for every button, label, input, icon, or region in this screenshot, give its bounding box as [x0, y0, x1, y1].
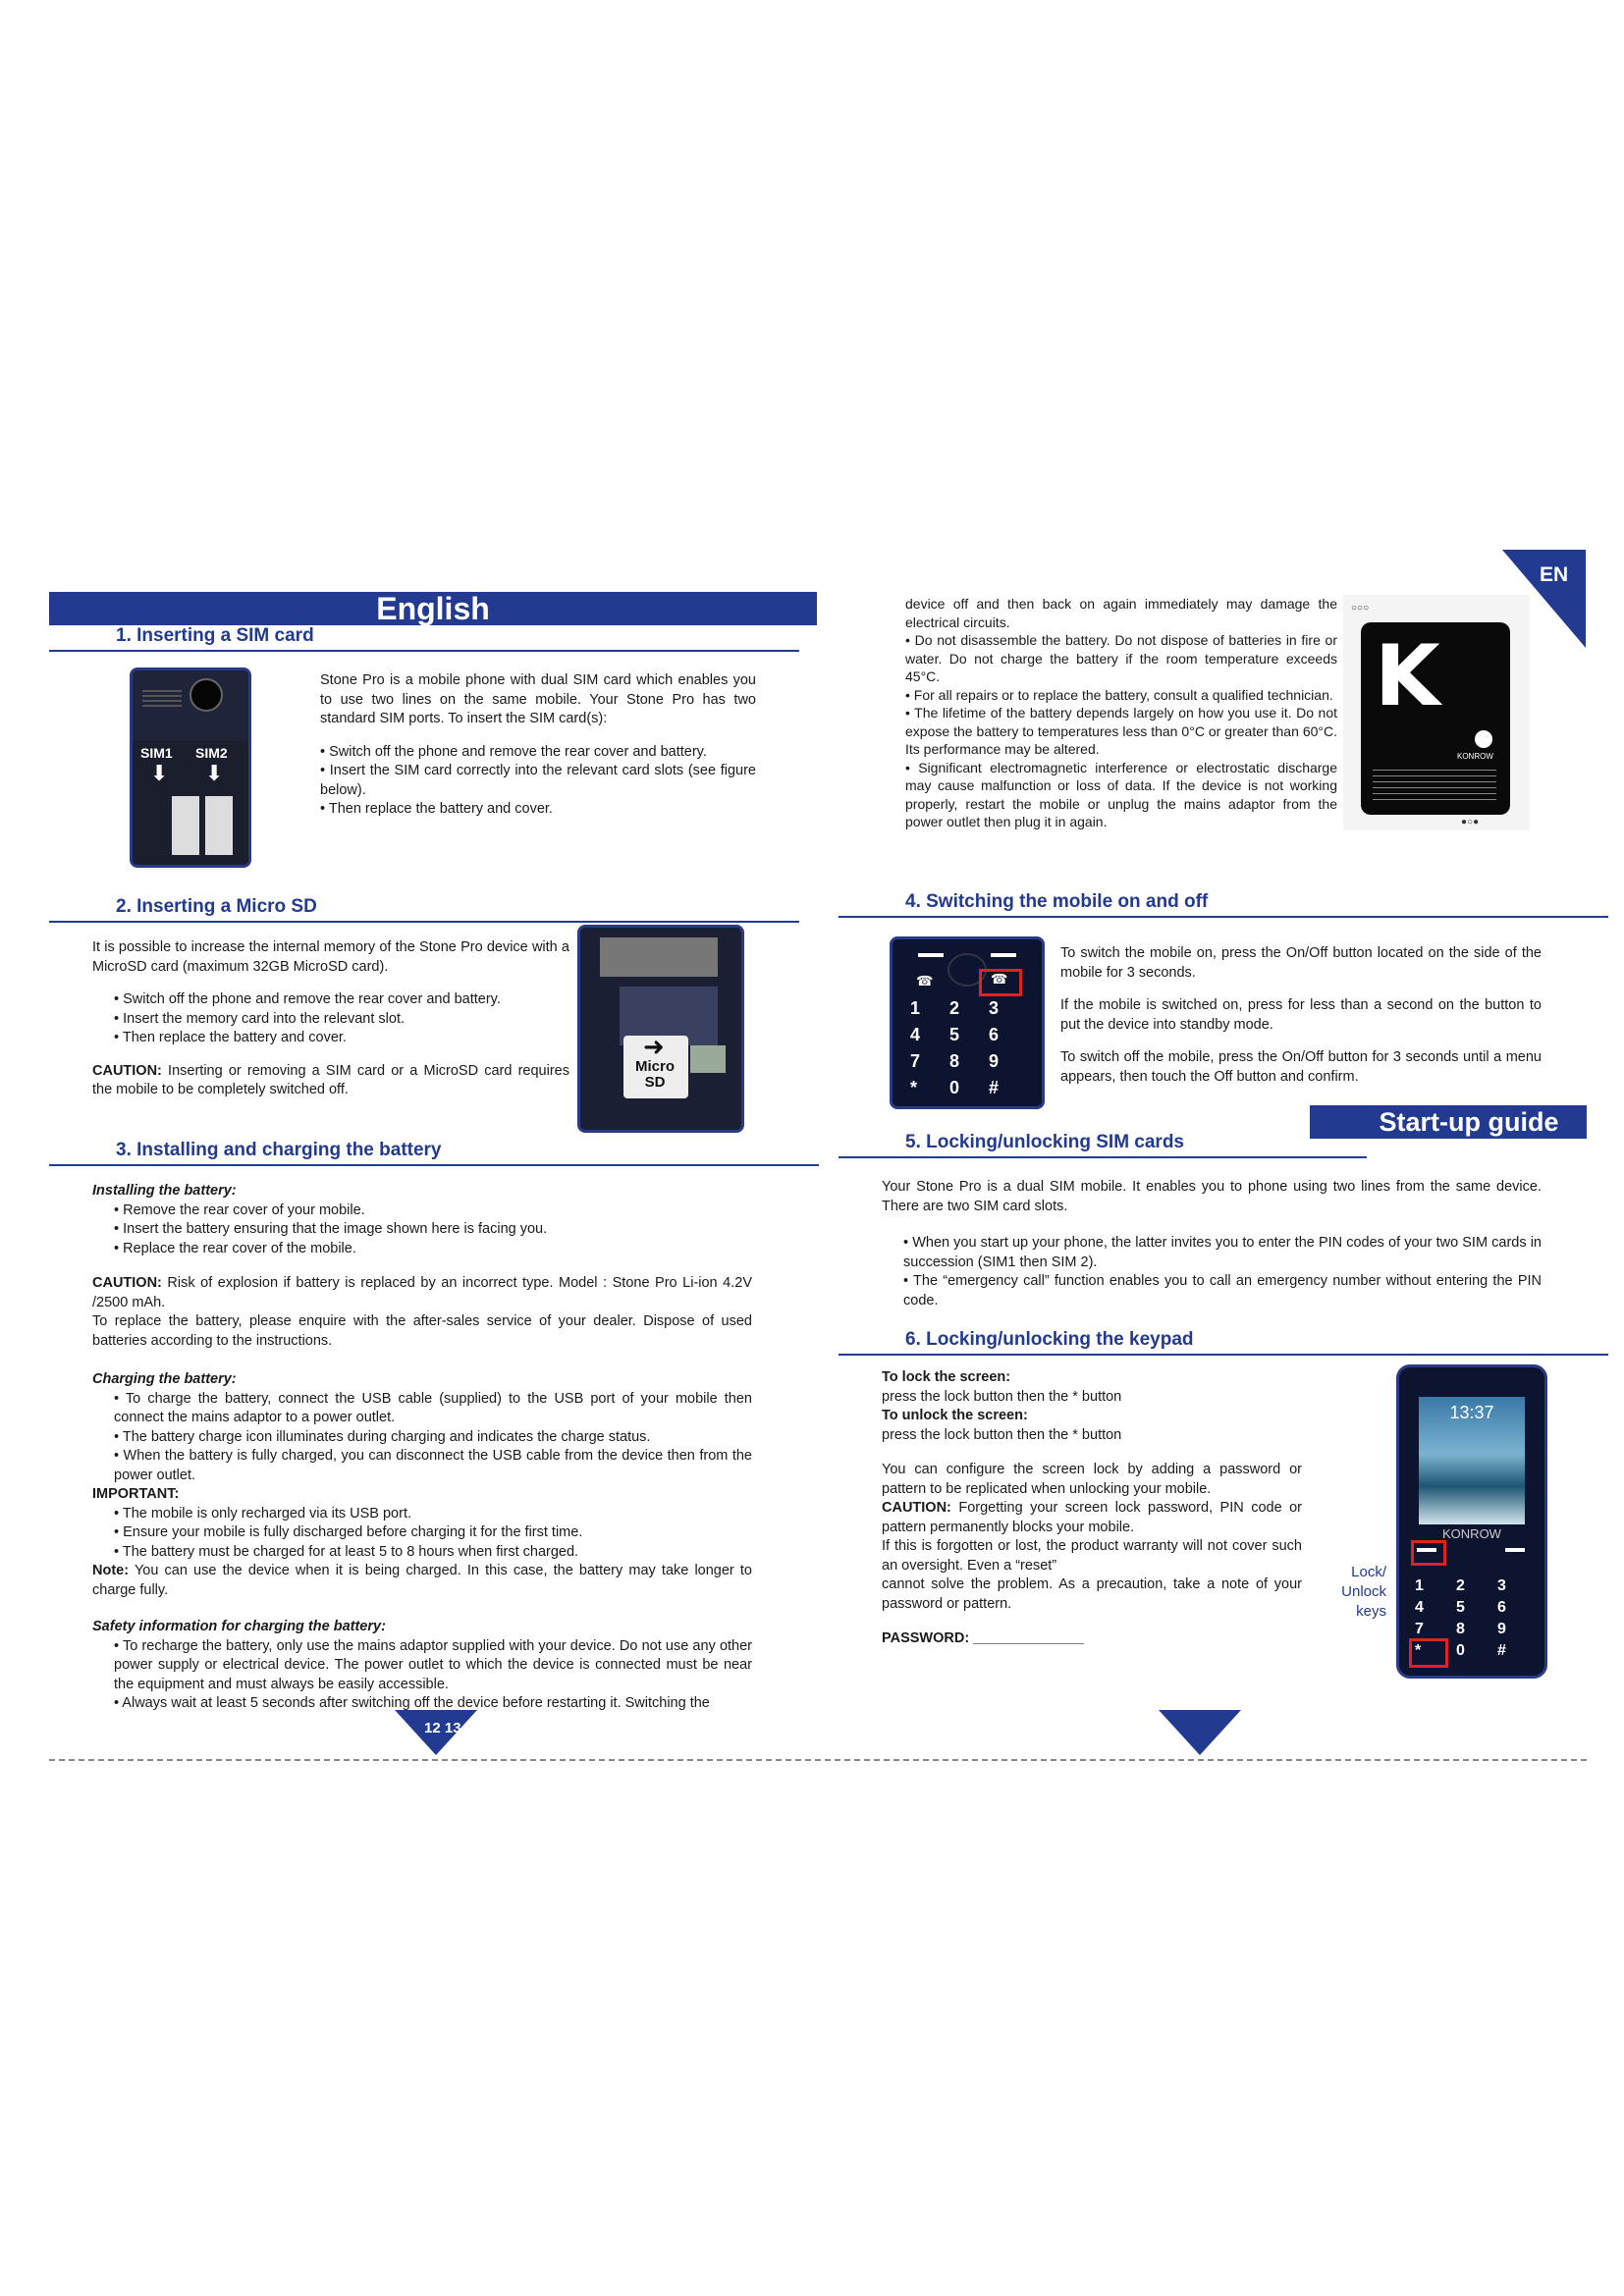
arrow-down-icon: ⬇ [205, 761, 224, 785]
section-1-text [320, 671, 756, 820]
s1-bullet: • Then replace the battery and cover. [320, 801, 553, 817]
clock-text: 13:37 [1449, 1403, 1494, 1422]
section-4-text [1060, 944, 1542, 1087]
s2-bullet: • Then replace the battery and cover. [114, 1030, 347, 1045]
rt-p: • Significant electromagnetic interference or electrostatic discharge may cause malfunction or loss of data. If the device is not working properly, restart the mobile or unplug the mains adaptor from the power outlet then plug it in again. [905, 759, 1337, 829]
sim2-label: SIM2 [195, 745, 228, 761]
s1-intro: Stone Pro is a mobile phone with dual SIM card which enables you to use two lines on the same mobile. Your Stone Pro has two standard SIM ports. To insert the SIM card(s): [320, 672, 756, 726]
rt-p: • The lifetime of the battery depends largely on how you use it. Do not expose the battery to temperatures less than 0°C or greater than 60°C. Its performance may be altered. [905, 705, 1337, 757]
s5-intro: Your Stone Pro is a dual SIM mobile. It enables you to phone using two lines from the same device. There are two SIM card slots. [882, 1179, 1542, 1214]
indicator-dots-icon: ●○● [1461, 817, 1480, 828]
arrow-down-icon: ⬇ [150, 761, 169, 785]
indicator-dots-icon: ○○○ [1351, 603, 1370, 614]
section-6-text [882, 1368, 1302, 1649]
konrow-logo-icon: K [1375, 627, 1440, 725]
phone-brand: KONROW [1442, 1526, 1501, 1541]
corner-badge-text: EN [1540, 563, 1569, 586]
s6-caution: CAUTION: Forgetting your screen lock password, PIN code or pattern permanently blocks your mobile. [882, 1500, 1302, 1535]
unlock-instr: press the lock button then the * button [882, 1426, 1122, 1443]
rt-p: device off and then back on again immediately may damage the electrical circuits. [905, 596, 1337, 630]
caution-label: CAUTION: [92, 1062, 162, 1079]
s3-bullet: • Always wait at least 5 seconds after switching off the device before restarting it. Switching the [114, 1695, 710, 1711]
s3-replace: To replace the battery, please enquire with the after-sales service of your dealer. Dispose of used batteries according to the instructions. [92, 1313, 752, 1349]
section-3-text [92, 1182, 752, 1714]
bottom-rule [49, 1759, 1587, 1762]
battery-brand: KONROW [1457, 752, 1493, 761]
note-label: Note: [92, 1563, 130, 1578]
section-2-text [92, 938, 569, 1100]
s3-bullet: • The mobile is only recharged via its USB port. [114, 1505, 411, 1522]
section-1-heading: 1. Inserting a SIM card [49, 624, 799, 652]
s1-bullet: • Insert the SIM card correctly into the relevant card slots (see figure below). [320, 763, 756, 798]
section-6-heading: 6. Locking/unlocking the keypad [839, 1328, 1608, 1356]
s1-bullet: • Switch off the phone and remove the rear cover and battery. [320, 743, 707, 760]
s5-bullet: • The “emergency call” function enables you to call an emergency number without entering the PIN code. [903, 1273, 1542, 1308]
rt-p: • For all repairs or to replace the battery, consult a qualified technician. [905, 686, 1333, 703]
s6-p: cannot solve the problem. As a precaution, take a note of your password or pattern. [882, 1576, 1302, 1612]
section-2-heading: 2. Inserting a Micro SD [49, 895, 799, 923]
s3-bullet: • To recharge the battery, only use the mains adaptor supplied with your device. Do not use any other power supply or electrical device. The power outlet to which the device is connected must be near the equipment and must always be easily accessible. [114, 1637, 752, 1692]
s3-bullet: • To charge the battery, connect the USB cable (supplied) to the USB port of your mobile then connect the mains adaptor to a power outlet. [114, 1390, 752, 1425]
phone-end-icon: ☎ [991, 971, 1008, 987]
s3-bullet: • Replace the rear cover of the mobile. [114, 1240, 356, 1256]
s3-caution: CAUTION: Risk of explosion if battery is replaced by an incorrect type. Model : Stone Pro Li-ion 4.2V /2500 mAh. [92, 1275, 752, 1310]
s3-bullet: • Remove the rear cover of your mobile. [114, 1201, 365, 1218]
s4-p: To switch the mobile on, press the On/Off button located on the side of the mobile for 3 seconds. [1060, 945, 1542, 981]
safety-title: Safety information for charging the battery: [92, 1619, 386, 1634]
sim-slots-image [130, 667, 251, 868]
phone-keypad-icon: 1 2 3 4 5 6 7 8 9 * 0 # [1415, 1577, 1506, 1659]
startup-guide-text: Start-up guide [1379, 1107, 1559, 1137]
lock-instr: press the lock button then the * button [882, 1388, 1122, 1405]
arrow-right-icon: ➜ [643, 1032, 665, 1061]
phone-screen [1419, 1397, 1525, 1524]
charging-title: Charging the battery: [92, 1371, 237, 1387]
s3-bullet: • Ensure your mobile is fully discharged before charging it for the first time. [114, 1524, 583, 1540]
lock-key-highlight [1411, 1540, 1446, 1566]
s3-bullet: • Insert the battery ensuring that the image shown here is facing you. [114, 1221, 548, 1237]
s2-bullet: • Switch off the phone and remove the rear cover and battery. [114, 991, 501, 1007]
s2-intro: It is possible to increase the internal memory of the Stone Pro device with a MicroSD card (maximum 32GB MicroSD card). [92, 939, 569, 975]
battery-image [1343, 595, 1530, 830]
caution-label: CAUTION: [882, 1500, 951, 1516]
lock-keys-label: Lock/ Unlock keys [1341, 1564, 1386, 1620]
important-label: IMPORTANT: [92, 1486, 180, 1502]
phone-call-icon: ☎ [916, 973, 934, 988]
lock-label: To lock the screen: [882, 1369, 1011, 1385]
rt-p: • Do not disassemble the battery. Do not dispose of batteries in fire or water. Do not charge the battery if the room temperature exceeds 45°C. [905, 632, 1337, 684]
section-5-heading: 5. Locking/unlocking SIM cards [839, 1131, 1367, 1158]
caution-label: CAUTION: [92, 1275, 162, 1291]
microsd-slot-image [577, 925, 744, 1133]
s3-bullet: • The battery charge icon illuminates during charging and indicates the charge status. [114, 1428, 651, 1445]
s6-p: If this is forgotten or lost, the product warranty will not cover such an oversight. Even a “reset” [882, 1538, 1302, 1574]
page-numbers: 12 13 [424, 1720, 461, 1736]
page-marker-right [1159, 1710, 1241, 1755]
s3-bullet: • When the battery is fully charged, you can disconnect the USB cable from the device then from the power outlet. [114, 1448, 752, 1483]
installing-title: Installing the battery: [92, 1183, 237, 1199]
page-title: English [49, 592, 817, 625]
section-4-heading: 4. Switching the mobile on and off [839, 890, 1608, 918]
section-5-text [882, 1178, 1542, 1310]
password-label: PASSWORD: ______________ [882, 1630, 1085, 1646]
sim1-label: SIM1 [140, 745, 173, 761]
power-button-image [890, 936, 1045, 1109]
keypad-icon: 1 2 3 4 5 6 7 8 9 * 0 # [910, 998, 1000, 1097]
s3-note: Note: You can use the device when it is being charged. In this case, the battery may take longer to charge fully. [92, 1563, 752, 1598]
s4-p: To switch off the mobile, press the On/Off button for 3 seconds until a menu appears, then touch the Off button and confirm. [1060, 1049, 1542, 1085]
section-3-heading: 3. Installing and charging the battery [49, 1139, 819, 1166]
microsd-label: Micro SD [634, 1058, 675, 1091]
s3-bullet: • The battery must be charged for at least 5 to 8 hours when first charged. [114, 1543, 579, 1560]
star-key-highlight [1409, 1638, 1448, 1668]
s6-p: You can configure the screen lock by adding a password or pattern to be replicated when unlocking your mobile. [882, 1462, 1302, 1497]
s2-bullet: • Insert the memory card into the relevant slot. [114, 1010, 406, 1027]
s5-bullet: • When you start up your phone, the latter invites you to enter the PIN codes of your two SIM cards in succession (SIM1 then SIM 2). [903, 1235, 1542, 1270]
unlock-label: To unlock the screen: [882, 1408, 1028, 1423]
s4-p: If the mobile is switched on, press for less than a second on the button to put the device into standby mode. [1060, 997, 1542, 1033]
phone-front-image [1396, 1364, 1547, 1679]
right-top-text [905, 595, 1337, 831]
s2-caution: CAUTION: Inserting or removing a SIM card or a MicroSD card requires the mobile to be completely switched off. [92, 1062, 569, 1097]
